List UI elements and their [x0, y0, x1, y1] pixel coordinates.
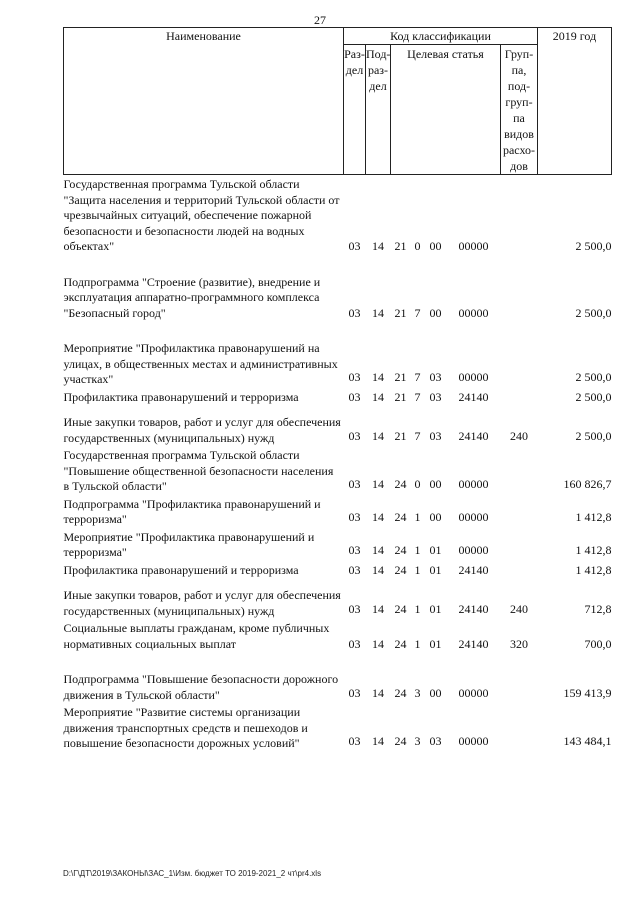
cell-name: Государственная программа Тульской области "Защита населения и территорий Тульской области от чрезвычайных ситуаций, обеспечение пожарной безопасности и безопасности людей на водных объектах" [63, 177, 340, 253]
cell-t2: 1 [414, 562, 421, 577]
cell-sec: 03 [348, 428, 361, 443]
cell-val: 2 500,0 [575, 239, 612, 253]
cell-sec: 03 [348, 685, 361, 700]
cell-sub: 14 [372, 477, 384, 491]
cell-t4: 00000 [458, 734, 489, 748]
cell-t2: 3 [414, 734, 421, 748]
cell-sec: 03 [348, 562, 361, 577]
cell-t2: 0 [414, 239, 421, 253]
table-row [64, 273, 612, 340]
table-row [64, 413, 612, 446]
cell-sub: 14 [372, 734, 384, 748]
cell-t1: 24 [394, 562, 407, 577]
cell-name: Иные закупки товаров, работ и услуг для обеспечения государственных (муниципальных) нужд [63, 415, 341, 445]
cell-grp: 240 [510, 601, 528, 616]
cell-t4: 24140 [458, 562, 489, 577]
cell-sec: 03 [348, 601, 361, 616]
cell-grp [501, 339, 538, 388]
cell-t1: 24 [394, 636, 407, 651]
cell-t3: 03 [429, 734, 442, 748]
cell-sub: 14 [372, 636, 384, 651]
cell-name: Мероприятие "Профилактика правонарушений и терроризма" [63, 529, 315, 559]
cell-t3: 01 [429, 601, 442, 616]
table-row [64, 175, 612, 273]
cell-t1: 24 [394, 601, 407, 616]
cell-t1: 24 [394, 543, 407, 557]
table-row [64, 495, 612, 528]
cell-t4: 00000 [458, 510, 489, 524]
cell-t1: 21 [394, 389, 407, 404]
cell-t2: 3 [414, 685, 421, 700]
header-name: Наименование [64, 28, 344, 175]
footer-file-path: D:\Г\ДТ\2019\ЗАКОНЫ\ЗАС_1\Изм. бюджет ТО 2019-2021_2 чт\pr4.xls [63, 869, 322, 878]
cell-sec: 03 [348, 389, 361, 404]
cell-t4: 00000 [458, 239, 489, 253]
table-row [64, 388, 612, 414]
table-row [64, 446, 612, 495]
cell-sub: 14 [372, 543, 384, 557]
cell-t2: 7 [414, 428, 421, 443]
cell-val: 2 500,0 [575, 389, 612, 404]
cell-name: Профилактика правонарушений и терроризма [63, 389, 299, 404]
cell-name: Государственная программа Тульской области "Повышение общественной безопасности населения в Тульской области" [63, 448, 334, 493]
cell-val: 2 500,0 [575, 370, 612, 384]
cell-t2: 7 [414, 389, 421, 404]
cell-sec: 03 [348, 510, 361, 524]
cell-name: Социальные выплаты гражданам, кроме публичных нормативных социальных выплат [63, 621, 330, 651]
cell-val: 143 484,1 [563, 734, 612, 748]
cell-val: 1 412,8 [575, 510, 612, 524]
cell-grp [501, 446, 538, 495]
cell-t2: 1 [414, 510, 421, 524]
cell-t4: 00000 [458, 685, 489, 700]
cell-name: Профилактика правонарушений и терроризма [63, 562, 299, 577]
cell-val: 1 412,8 [575, 562, 612, 577]
table-row [64, 339, 612, 388]
cell-grp [501, 495, 538, 528]
cell-sub: 14 [372, 685, 384, 700]
cell-t3: 01 [429, 636, 442, 651]
cell-val: 2 500,0 [575, 428, 612, 443]
cell-t3: 01 [429, 543, 442, 557]
cell-name: Иные закупки товаров, работ и услуг для обеспечения государственных (муниципальных) нужд [63, 588, 341, 618]
cell-grp [501, 175, 538, 273]
cell-sub: 14 [372, 601, 384, 616]
header-section: Раз- дел [344, 45, 366, 175]
cell-sec: 03 [348, 305, 361, 320]
cell-t2: 7 [414, 305, 421, 320]
cell-t3: 00 [429, 305, 442, 320]
cell-t2: 1 [414, 601, 421, 616]
cell-t1: 24 [394, 510, 407, 524]
cell-t2: 1 [414, 543, 421, 557]
table-body [64, 175, 612, 752]
cell-t3: 03 [429, 370, 442, 384]
cell-sec: 03 [348, 636, 361, 651]
header-classification: Код классификации [344, 28, 538, 45]
cell-t3: 00 [429, 685, 442, 700]
cell-grp [501, 703, 538, 752]
cell-sub: 14 [372, 389, 384, 404]
cell-val: 2 500,0 [575, 305, 612, 320]
cell-grp: 240 [510, 428, 528, 443]
cell-t3: 00 [429, 477, 442, 491]
cell-sub: 14 [372, 562, 384, 577]
cell-grp [501, 528, 538, 561]
cell-t2: 1 [414, 636, 421, 651]
cell-t4: 24140 [458, 601, 489, 616]
cell-t4: 24140 [458, 428, 489, 443]
cell-name: Подпрограмма "Профилактика правонарушений и терроризма" [63, 496, 321, 526]
table-row [64, 703, 612, 752]
cell-t1: 21 [394, 239, 407, 253]
cell-sec: 03 [348, 370, 361, 384]
table-row [64, 528, 612, 561]
cell-grp [501, 273, 538, 340]
cell-name: Подпрограмма "Повышение безопасности дорожного движения в Тульской области" [63, 672, 339, 702]
cell-name: Подпрограмма "Строение (развитие), внедрение и эксплуатация аппаратно-программного комплекса "Безопасный город" [63, 274, 321, 320]
cell-val: 160 826,7 [563, 477, 612, 491]
cell-t4: 24140 [458, 636, 489, 651]
cell-t2: 7 [414, 370, 421, 384]
cell-t4: 00000 [458, 305, 489, 320]
cell-val: 712,8 [584, 601, 612, 616]
cell-t1: 21 [394, 370, 407, 384]
header-subsection: Под- раз- дел [366, 45, 391, 175]
cell-t4: 00000 [458, 543, 489, 557]
cell-sec: 03 [348, 734, 361, 748]
cell-t3: 03 [429, 428, 442, 443]
cell-name: Мероприятие "Развитие системы организации движения транспортных средств и пешеходов и повышение безопасности дорожных условий" [63, 705, 308, 750]
cell-sec: 03 [348, 239, 361, 253]
cell-t4: 24140 [458, 389, 489, 404]
page-number: 27 [314, 13, 326, 27]
cell-t2: 0 [414, 477, 421, 491]
header-year: 2019 год [538, 28, 612, 175]
cell-t3: 03 [429, 389, 442, 404]
cell-t4: 00000 [458, 477, 489, 491]
cell-val: 700,0 [584, 636, 612, 651]
budget-table [63, 27, 612, 752]
cell-t1: 24 [394, 685, 407, 700]
table-row [64, 561, 612, 587]
cell-t3: 01 [429, 562, 442, 577]
table-row [64, 670, 612, 703]
cell-sub: 14 [372, 510, 384, 524]
cell-grp [501, 561, 538, 587]
cell-t3: 00 [429, 239, 442, 253]
cell-val: 159 413,9 [563, 685, 612, 700]
cell-sub: 14 [372, 305, 384, 320]
cell-t1: 21 [394, 428, 407, 443]
cell-t4: 00000 [458, 370, 489, 384]
header-group: Груп- па, под- груп- па видов расхо- дов [501, 45, 538, 175]
cell-t1: 24 [394, 734, 407, 748]
cell-sub: 14 [372, 239, 384, 253]
cell-grp: 320 [510, 636, 528, 651]
cell-t3: 00 [429, 510, 442, 524]
table-row [64, 619, 612, 670]
cell-sec: 03 [348, 477, 361, 491]
cell-val: 1 412,8 [575, 543, 612, 557]
cell-t1: 24 [394, 477, 407, 491]
header-target: Целевая статья [391, 45, 501, 175]
cell-sub: 14 [372, 370, 384, 384]
table-row [64, 586, 612, 619]
cell-name: Мероприятие "Профилактика правонарушений на улицах, в общественных местах и административных участках" [63, 341, 338, 386]
cell-t1: 21 [394, 305, 407, 320]
table-header [64, 28, 612, 175]
cell-sec: 03 [348, 543, 361, 557]
cell-grp [501, 388, 538, 414]
cell-sub: 14 [372, 428, 384, 443]
cell-grp [501, 670, 538, 703]
